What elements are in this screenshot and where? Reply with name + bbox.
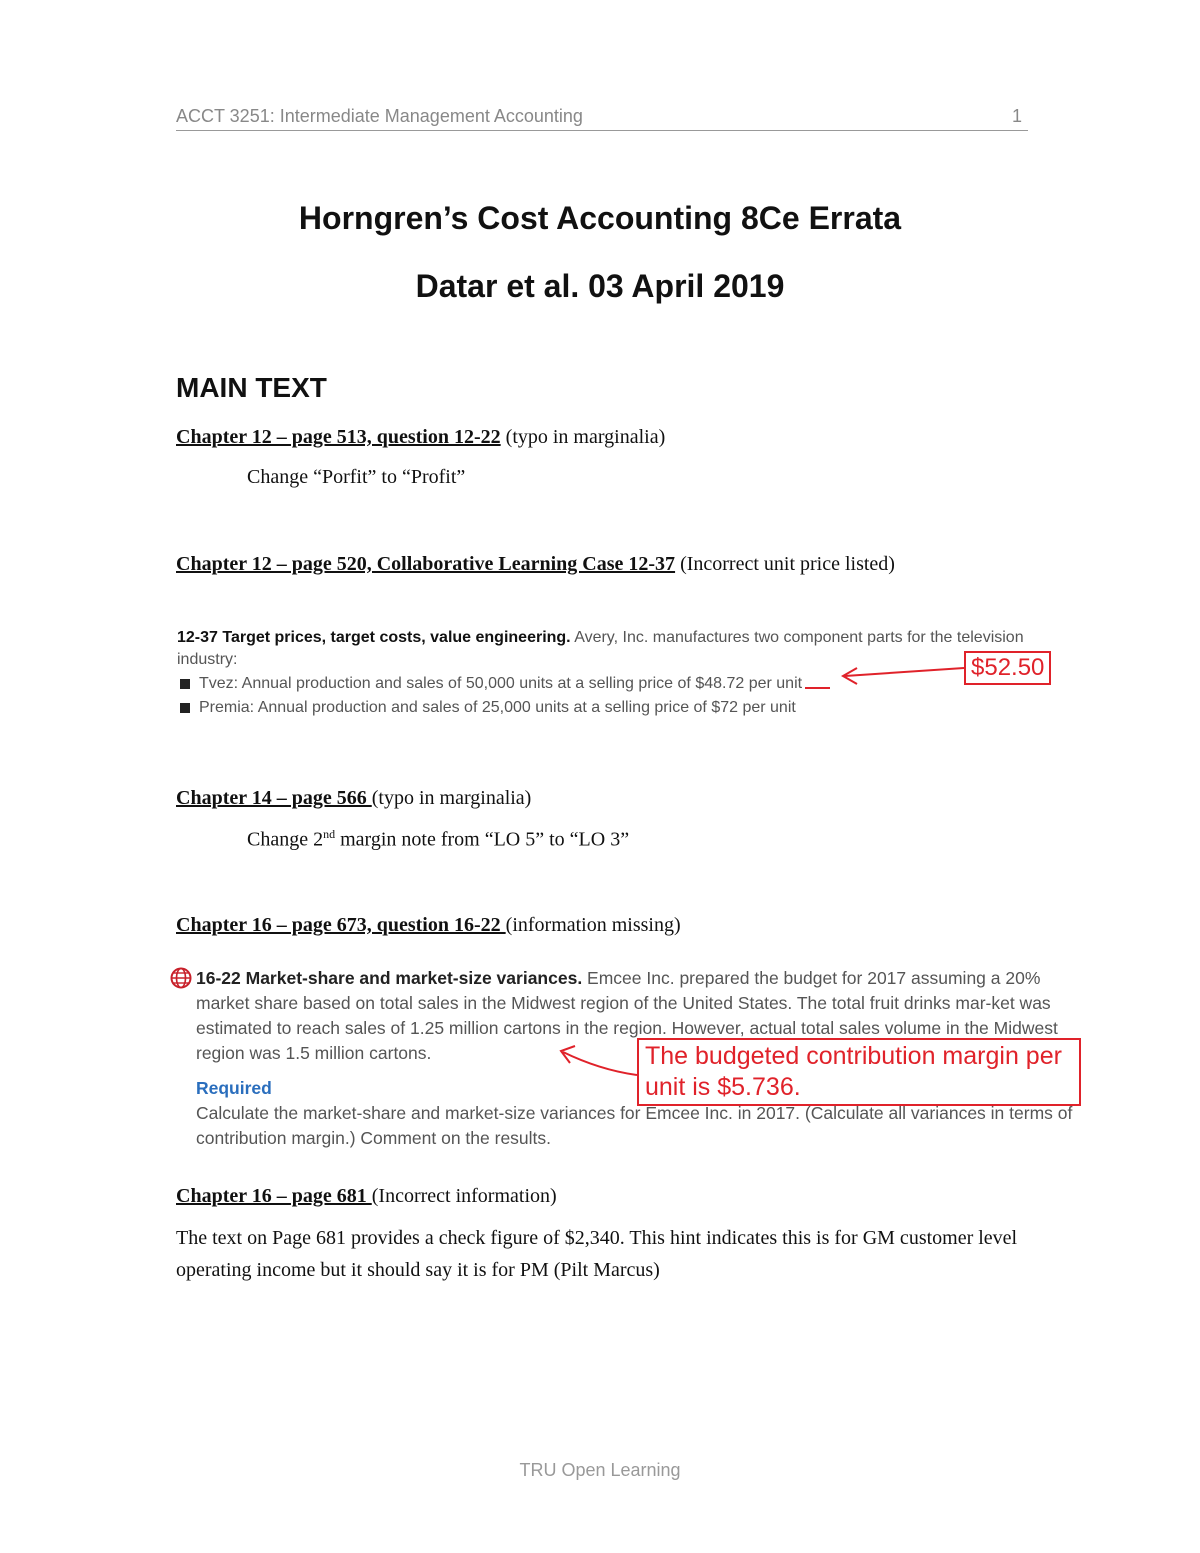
- erratum-note: (information missing): [505, 914, 681, 936]
- erratum-note: (Incorrect unit price listed): [675, 553, 895, 575]
- document-title: Horngren’s Cost Accounting 8Ce Errata: [298, 200, 902, 236]
- erratum-reference: Chapter 16 – page 681: [176, 1185, 372, 1207]
- required-label: Required: [196, 1078, 272, 1098]
- excerpt-heading: 12-37 Target prices, target costs, value engineering.: [177, 629, 571, 646]
- arrow-line: [563, 1052, 637, 1075]
- erratum-correction: Change “Porfit” to “Profit”: [247, 466, 466, 488]
- erratum-note: (typo in marginalia): [500, 426, 666, 448]
- course-title: ACCT 3251: Intermediate Management Accounting: [176, 106, 583, 126]
- price-correction-callout: $52.50: [964, 651, 1051, 685]
- list-item: Premia: Annual production and sales of 25,000 units at a selling price of $72 per unit: [177, 697, 1077, 719]
- page-footer: TRU Open Learning: [519, 1460, 681, 1480]
- erratum-reference: Chapter 12 – page 520, Collaborative Learning Case 12-37: [176, 553, 676, 575]
- erratum-reference: Chapter 14 – page 566: [176, 787, 372, 809]
- section-heading: MAIN TEXT: [176, 372, 327, 403]
- excerpt-heading: 16-22 Market-share and market-size variances.: [196, 968, 583, 988]
- document-subtitle: Datar et al. 03 April 2019: [415, 268, 785, 304]
- erratum-reference: Chapter 12 – page 513, question 12-22: [176, 426, 501, 448]
- page-number: 1: [1011, 106, 1022, 126]
- erratum-correction: Change 2nd margin note from “LO 5” to “LO 3”: [247, 827, 630, 851]
- excerpt-intro-text: Avery, Inc. manufactures two component parts for the television industry:: [177, 629, 1024, 668]
- erratum-note: (Incorrect information): [371, 1185, 557, 1207]
- erratum-reference: Chapter 16 – page 673, question 16-22: [176, 914, 506, 936]
- excerpt-text: Emcee Inc. prepared the budget for 2017 assuming a 20% market share based on total sales in the Midwest region of the United States. The total fruit drinks mar-ket was estimated to reach sales of 1.25 million cartons in the region. However, actual total sales volume in the Midwest region was 1.5 million cartons.: [196, 968, 1058, 1063]
- erratum-note: (typo in marginalia): [371, 787, 532, 809]
- required-text: Calculate the market-share and market-size variances for Emcee Inc. in 2017. (Calculate all variances in terms of contribution margin.) Comment on the results.: [196, 1103, 1073, 1148]
- list-item: Tvez: Annual production and sales of 50,000 units at a selling price of $48.72 per unit: [177, 673, 1077, 695]
- arrow-line: [845, 668, 964, 676]
- margin-correction-callout: The budgeted contribution margin per unit is $5.736.: [637, 1038, 1081, 1106]
- erratum-correction: The text on Page 681 provides a check figure of $2,340. This hint indicates this is for GM customer level operating income but it should say it is for PM (Pilt Marcus): [176, 1227, 1018, 1281]
